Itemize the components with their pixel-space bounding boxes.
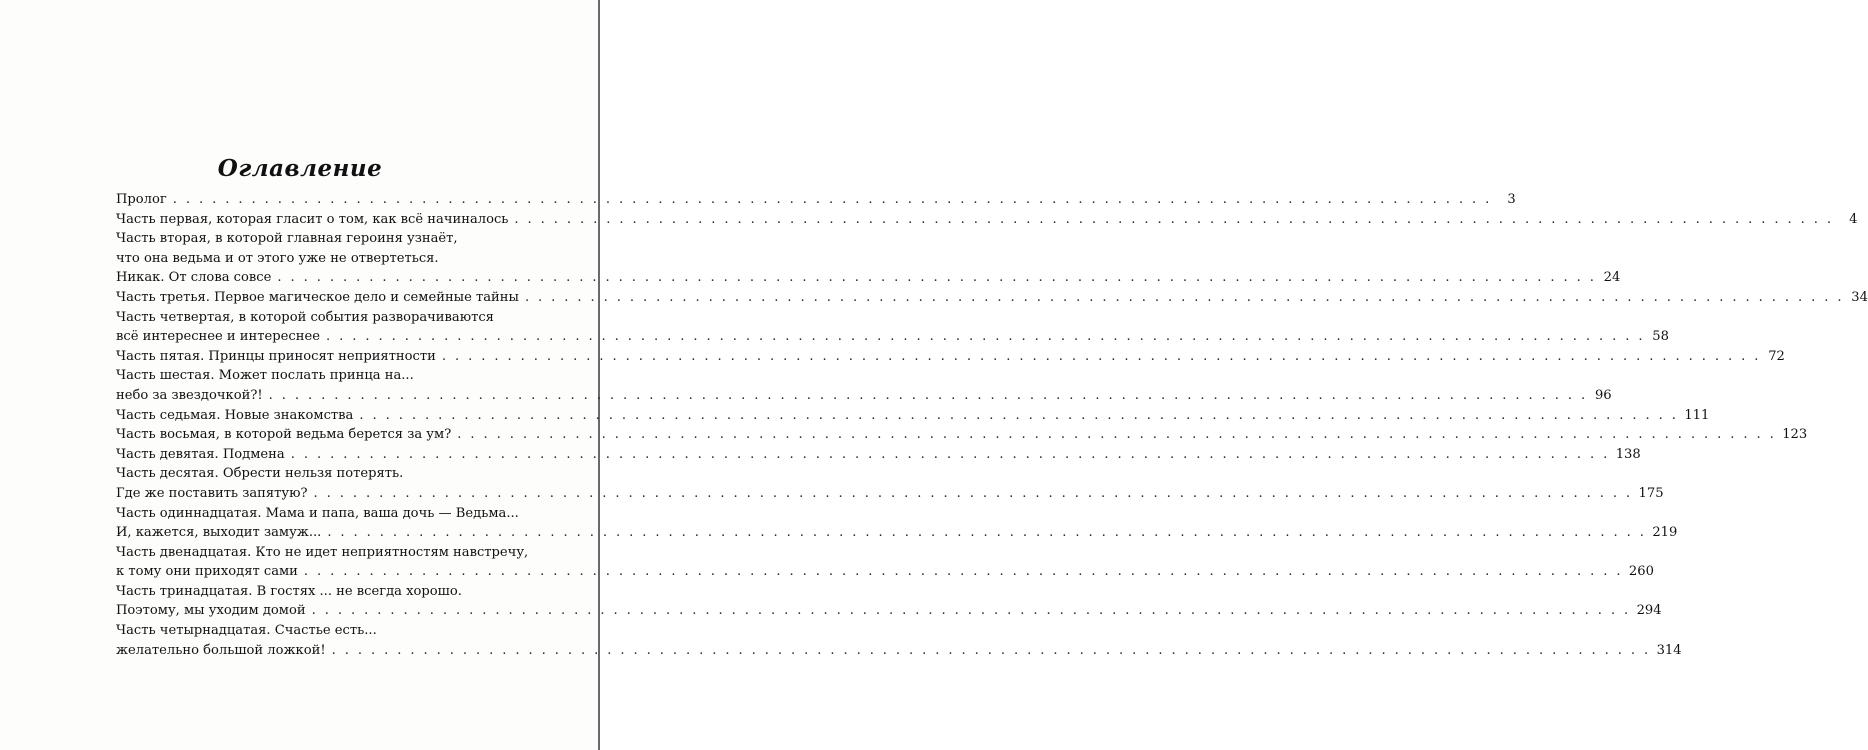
toc-entry-line [116, 445, 1641, 465]
page-number: 314 [1656, 642, 1682, 658]
page-number: 96 [1594, 387, 1612, 403]
toc-entry-text: Часть девятая. Подмена [116, 446, 285, 462]
page-number: 34 [1851, 289, 1868, 305]
dot-leader [173, 190, 1492, 210]
toc-entry-line [116, 562, 1654, 582]
page-number: 123 [1782, 427, 1808, 443]
toc-entry-line [116, 582, 514, 602]
page-number: 58 [1652, 329, 1669, 345]
dot-leader [312, 601, 1631, 621]
toc-entry-text: Часть четвертая, в которой события разворачиваются [116, 309, 494, 325]
dot-leader [291, 445, 1610, 465]
toc-entry-line [116, 484, 1664, 504]
toc-entry-line [116, 308, 514, 328]
dot-leader [269, 386, 1588, 406]
dot-leader [457, 425, 1776, 445]
table-of-contents [116, 190, 1868, 660]
page-number: 3 [1507, 192, 1516, 207]
toc-entry-line [116, 327, 1669, 347]
page-number: 294 [1636, 603, 1662, 619]
toc-entry-text: всё интереснее и интереснее [116, 329, 320, 345]
toc-entry-line [116, 288, 1868, 308]
toc-entry-text: Никак. От слова совсе [116, 270, 272, 286]
toc-entry-line [116, 249, 514, 269]
toc-entry-text: что она ведьма и от этого уже не отвертеться. [116, 250, 439, 266]
page-number: 24 [1603, 270, 1621, 286]
page-number: 4 [1849, 211, 1858, 227]
dot-leader [442, 347, 1761, 367]
page-edge [598, 0, 600, 750]
toc-entry-text: Пролог [116, 192, 167, 207]
toc-entry-text: Часть тринадцатая. В гостях ... не всегда хорошо. [116, 583, 462, 599]
dot-leader [314, 484, 1633, 504]
toc-entry-line [116, 523, 1678, 543]
toc-entry-text: Часть восьмая, в которой ведьма берется за ум? [116, 427, 452, 443]
toc-entry-text: Часть шестая. Может послать принца на... [116, 368, 414, 384]
toc-entry-text: Часть пятая. Принцы приносят неприятности [116, 348, 436, 364]
toc-entry-text: Часть четырнадцатая. Счастье есть... [116, 623, 377, 639]
toc-entry-line [116, 347, 1785, 367]
page-number: 219 [1652, 525, 1678, 541]
toc-entry-text: Часть одиннадцатая. Мама и папа, ваша дочь — Ведьма... [116, 505, 519, 521]
toc-entry-line [116, 621, 514, 641]
toc-entry-text: И, кажется, выходит замуж... [116, 525, 322, 541]
toc-entry-line [116, 406, 1710, 426]
toc-entry-text: Часть первая, которая гласит о том, как всё начиналось [116, 211, 509, 227]
page-title: Оглавление [217, 155, 383, 182]
page-number: 260 [1628, 564, 1654, 580]
toc-entry-line [116, 425, 1808, 445]
toc-entry-text: Часть третья. Первое магическое дело и семейные тайны [116, 289, 519, 305]
dot-leader [525, 288, 1844, 308]
dot-leader [304, 562, 1623, 582]
dot-leader [359, 406, 1678, 426]
dot-leader [514, 210, 1833, 230]
toc-entry-text: желательно большой ложкой! [116, 642, 326, 658]
toc-entry-line [116, 210, 1858, 230]
toc-entry-line [116, 543, 529, 563]
page-number: 72 [1768, 348, 1785, 364]
toc-entry-text: Часть седьмая. Новые знакомства [116, 407, 354, 423]
toc-entry-text: Часть двенадцатая. Кто не идет неприятностям навстречу, [116, 544, 529, 560]
toc-entry-text: Поэтому, мы уходим домой [116, 603, 306, 619]
toc-entry-text: Где же поставить запятую? [116, 485, 308, 501]
page-number: 111 [1684, 407, 1710, 423]
toc-entry-text: Часть десятая. Обрести нельзя потерять. [116, 466, 404, 482]
toc-entry-text: небо за звездочкой?! [116, 387, 263, 403]
dot-leader [332, 641, 1651, 661]
toc-entry-line [116, 386, 1612, 406]
dot-leader [327, 523, 1646, 543]
toc-entry-text: к тому они приходят сами [116, 564, 298, 580]
toc-entry-line [116, 190, 1516, 210]
toc-entry-line [116, 229, 514, 249]
dot-leader [326, 327, 1645, 347]
page-number: 175 [1638, 485, 1664, 501]
toc-entry-line [116, 268, 1621, 288]
toc-entry-line [116, 504, 519, 524]
toc-entry-line [116, 366, 514, 386]
toc-entry-text: Часть вторая, в которой главная героиня узнаёт, [116, 231, 458, 247]
toc-entry-line [116, 464, 514, 484]
dot-leader [277, 268, 1596, 288]
toc-entry-line [116, 601, 1662, 621]
page-number: 138 [1615, 446, 1641, 462]
toc-entry-line [116, 641, 1682, 661]
